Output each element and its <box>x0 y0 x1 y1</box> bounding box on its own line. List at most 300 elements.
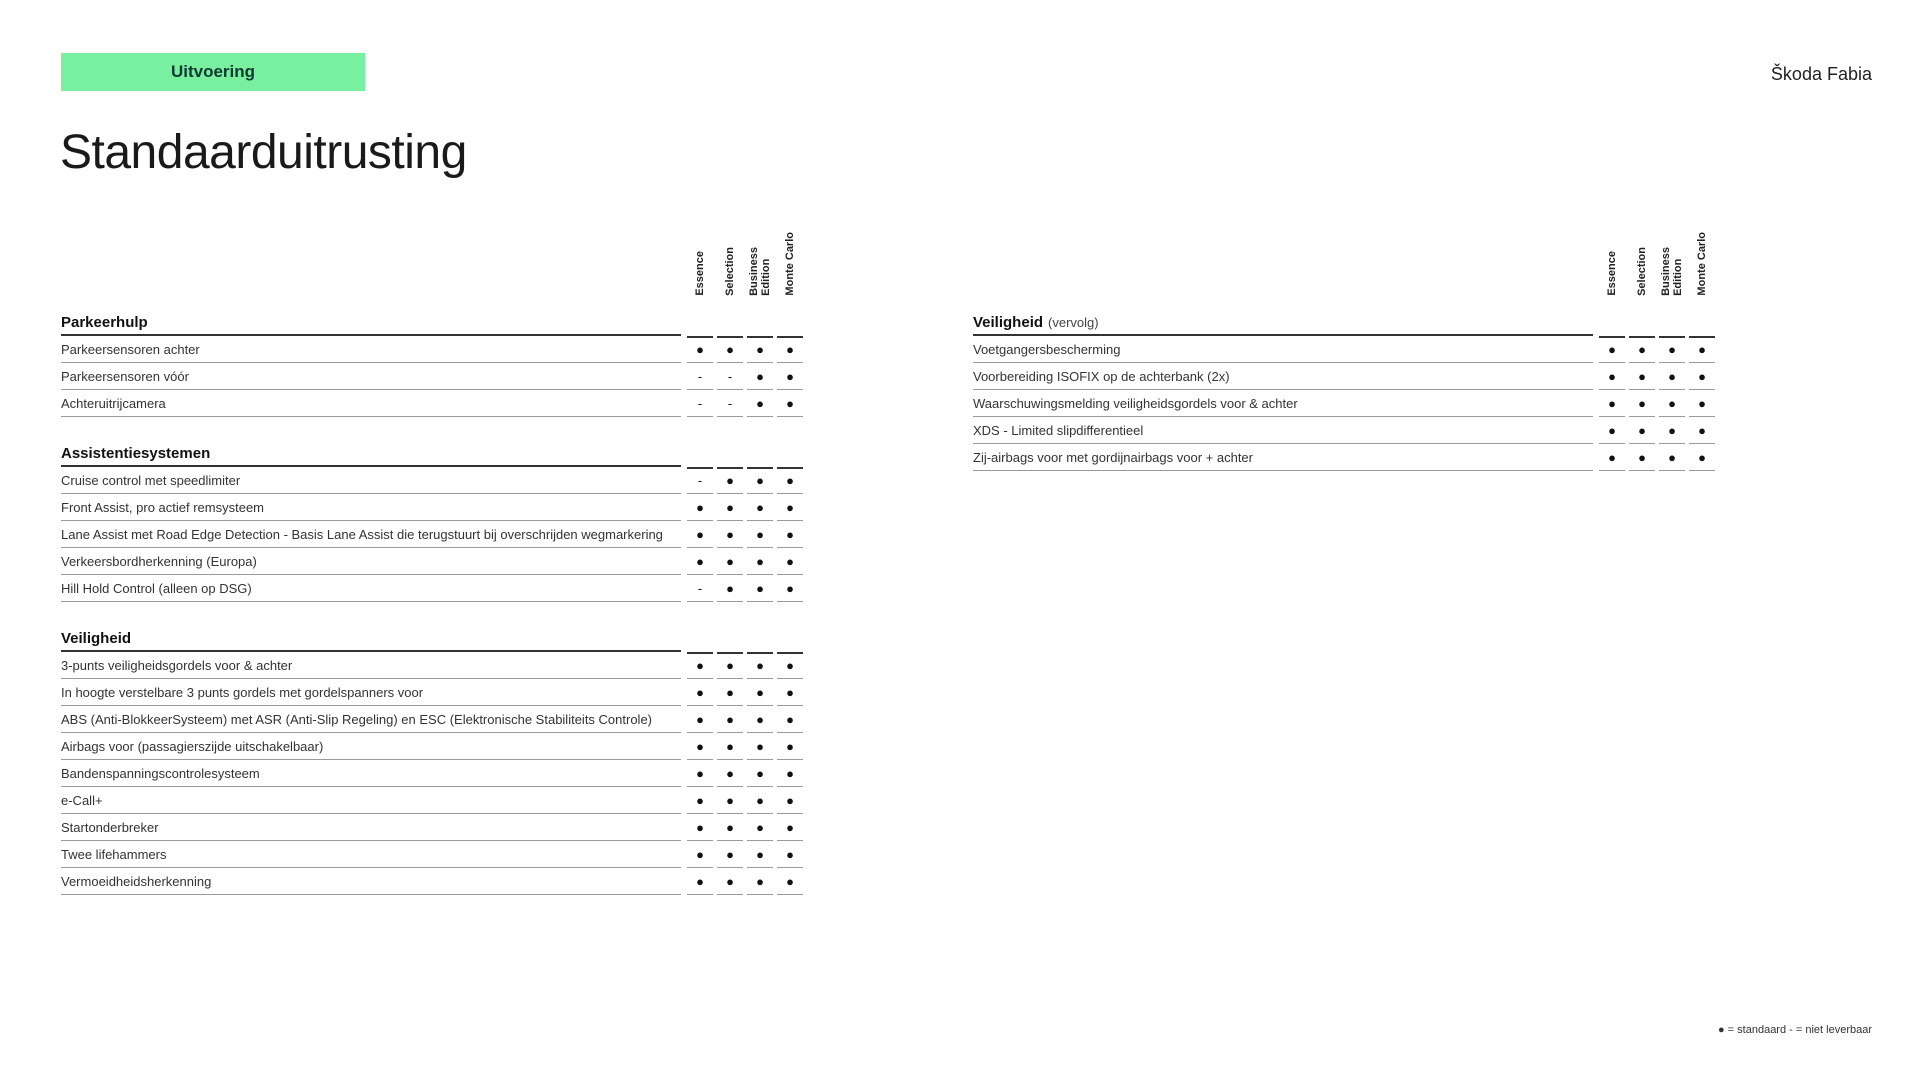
table-row <box>61 679 805 706</box>
availability-cell <box>775 652 805 679</box>
availability-mark: ● <box>747 706 773 733</box>
trim-header-label: Essence <box>1606 251 1618 296</box>
availability-mark: ● <box>777 841 803 868</box>
availability-mark: ● <box>777 390 803 417</box>
availability-mark: ● <box>777 868 803 895</box>
availability-mark: ● <box>747 390 773 417</box>
availability-mark: ● <box>1629 363 1655 390</box>
row-label-cell <box>973 444 1597 471</box>
table-row <box>61 868 805 895</box>
section-rule <box>687 626 713 654</box>
table-row <box>61 363 805 390</box>
row-label: Airbags voor (passagierszijde uitschakelbaar) <box>61 733 681 760</box>
equipment-section <box>61 441 805 602</box>
section-rule-cell <box>685 441 715 467</box>
availability-cell <box>745 521 775 548</box>
availability-mark: ● <box>1689 444 1715 471</box>
trim-header-label: Monte Carlo <box>784 232 796 296</box>
section-title: Veiligheid <box>973 313 1044 331</box>
availability-cell <box>715 814 745 841</box>
availability-mark: ● <box>747 868 773 895</box>
availability-cell <box>715 336 745 363</box>
availability-cell <box>1657 417 1687 444</box>
availability-cell <box>775 575 805 602</box>
availability-mark: ● <box>687 787 713 814</box>
availability-mark: ● <box>1689 336 1715 363</box>
row-label-cell <box>61 467 685 494</box>
section-rule <box>687 441 713 469</box>
row-label: Parkeersensoren achter <box>61 336 681 363</box>
availability-mark: ● <box>1659 444 1685 471</box>
availability-mark: ● <box>687 652 713 679</box>
availability-mark: ● <box>777 733 803 760</box>
availability-cell <box>715 760 745 787</box>
availability-mark: ● <box>747 575 773 602</box>
availability-cell <box>685 467 715 494</box>
row-label-cell <box>973 390 1597 417</box>
availability-cell <box>685 787 715 814</box>
availability-cell <box>775 494 805 521</box>
availability-mark: ● <box>1689 390 1715 417</box>
availability-mark: ● <box>747 494 773 521</box>
availability-mark: ● <box>777 548 803 575</box>
table-row <box>973 363 1717 390</box>
table-row <box>61 787 805 814</box>
availability-cell <box>715 868 745 895</box>
availability-cell <box>775 363 805 390</box>
availability-mark: ● <box>687 548 713 575</box>
availability-mark: - <box>687 390 713 417</box>
section-rule-cell <box>715 310 745 336</box>
availability-mark: ● <box>687 521 713 548</box>
availability-cell <box>745 467 775 494</box>
table-row <box>973 417 1717 444</box>
section-header <box>61 626 805 652</box>
availability-mark: ● <box>747 679 773 706</box>
availability-mark: ● <box>777 814 803 841</box>
table-row <box>973 336 1717 363</box>
section-rule <box>1629 310 1655 338</box>
section-rule <box>747 626 773 654</box>
availability-cell <box>745 760 775 787</box>
availability-mark: ● <box>717 760 743 787</box>
availability-mark: ● <box>777 760 803 787</box>
section-header-inner <box>61 626 681 652</box>
availability-cell <box>775 521 805 548</box>
trim-header <box>1687 220 1717 296</box>
availability-mark: ● <box>687 841 713 868</box>
trim-header-label: Essence <box>694 251 706 296</box>
availability-mark: ● <box>777 575 803 602</box>
availability-mark: ● <box>747 336 773 363</box>
availability-mark: - <box>687 467 713 494</box>
row-label: Startonderbreker <box>61 814 681 841</box>
section-rule-cell <box>1687 310 1717 336</box>
table-row <box>61 494 805 521</box>
availability-mark: ● <box>747 814 773 841</box>
availability-mark: ● <box>717 336 743 363</box>
table-row <box>61 467 805 494</box>
availability-cell <box>745 575 775 602</box>
availability-cell <box>715 390 745 417</box>
availability-mark: ● <box>717 548 743 575</box>
availability-cell <box>715 679 745 706</box>
availability-cell <box>775 868 805 895</box>
availability-mark: ● <box>687 814 713 841</box>
section-rule-cell <box>745 441 775 467</box>
availability-cell <box>685 494 715 521</box>
trim-header-label: Business Edition <box>1660 247 1684 296</box>
row-label-cell <box>61 841 685 868</box>
availability-mark: - <box>687 575 713 602</box>
section-rule <box>777 626 803 654</box>
availability-mark: ● <box>717 814 743 841</box>
row-label-cell <box>61 521 685 548</box>
row-label-cell <box>61 814 685 841</box>
availability-mark: ● <box>1599 390 1625 417</box>
table-row <box>61 652 805 679</box>
section-header <box>61 441 805 467</box>
availability-cell <box>775 679 805 706</box>
section-header-cell <box>61 310 685 336</box>
availability-cell <box>715 575 745 602</box>
row-label: Vermoeidheidsherkenning <box>61 868 681 895</box>
row-label-cell <box>973 336 1597 363</box>
row-label: Verkeersbordherkenning (Europa) <box>61 548 681 575</box>
availability-cell <box>685 548 715 575</box>
sections-left <box>61 310 805 895</box>
brand-label: Škoda Fabia <box>1770 64 1872 84</box>
availability-cell <box>1597 390 1627 417</box>
availability-mark: ● <box>717 679 743 706</box>
section-suffix: (vervolg) <box>1048 314 1099 330</box>
availability-cell <box>745 787 775 814</box>
section-rule-cell <box>1627 310 1657 336</box>
availability-mark: ● <box>687 733 713 760</box>
row-label-cell <box>61 336 685 363</box>
section-rule-cell <box>685 626 715 652</box>
availability-mark: ● <box>777 467 803 494</box>
row-label-cell <box>61 679 685 706</box>
availability-mark: ● <box>747 467 773 494</box>
availability-mark: ● <box>1599 363 1625 390</box>
availability-cell <box>745 814 775 841</box>
availability-cell <box>685 760 715 787</box>
availability-cell <box>775 841 805 868</box>
availability-cell <box>715 706 745 733</box>
row-label: Zij-airbags voor met gordijnairbags voor + achter <box>973 444 1593 471</box>
section-rule-cell <box>1597 310 1627 336</box>
availability-mark: ● <box>1629 336 1655 363</box>
availability-mark: ● <box>1629 417 1655 444</box>
availability-cell <box>1597 417 1627 444</box>
table-row <box>973 390 1717 417</box>
section-rule-cell <box>1657 310 1687 336</box>
section-rule <box>717 626 743 654</box>
row-label: Voorbereiding ISOFIX op de achterbank (2x) <box>973 363 1593 390</box>
section-rule <box>777 441 803 469</box>
availability-cell <box>1657 336 1687 363</box>
page-title: Standaarduitrusting <box>60 126 467 179</box>
availability-cell <box>715 787 745 814</box>
section-rule <box>1599 310 1625 338</box>
availability-mark: ● <box>717 652 743 679</box>
trim-header-label: Monte Carlo <box>1696 232 1708 296</box>
availability-mark: ● <box>1659 417 1685 444</box>
section-title: Assistentiesystemen <box>61 444 211 462</box>
availability-cell <box>1597 336 1627 363</box>
table-row <box>61 390 805 417</box>
availability-cell <box>1687 390 1717 417</box>
availability-cell <box>745 494 775 521</box>
row-label: Hill Hold Control (alleen op DSG) <box>61 575 681 602</box>
row-label-cell <box>973 363 1597 390</box>
availability-cell <box>715 467 745 494</box>
availability-mark: ● <box>1689 363 1715 390</box>
trim-header <box>685 220 715 296</box>
row-label: ABS (Anti-BlokkeerSysteem) met ASR (Anti-Slip Regeling) en ESC (Elektronische Stabiliteits Controle) <box>61 706 681 733</box>
trim-headers-right <box>1597 220 1717 296</box>
availability-mark: ● <box>1599 444 1625 471</box>
availability-mark: ● <box>717 521 743 548</box>
section-header <box>973 310 1717 336</box>
availability-cell <box>715 548 745 575</box>
section-rule <box>717 310 743 338</box>
trim-header <box>775 220 805 296</box>
row-label: Voetgangersbescherming <box>973 336 1593 363</box>
section-header-inner <box>973 310 1593 336</box>
availability-mark: ● <box>747 521 773 548</box>
row-label: Bandenspanningscontrolesysteem <box>61 760 681 787</box>
availability-cell <box>775 336 805 363</box>
availability-cell <box>775 787 805 814</box>
availability-cell <box>745 363 775 390</box>
availability-mark: - <box>687 363 713 390</box>
availability-cell <box>685 679 715 706</box>
availability-mark: ● <box>717 575 743 602</box>
availability-cell <box>1657 444 1687 471</box>
row-label: Achteruitrijcamera <box>61 390 681 417</box>
availability-mark: ● <box>777 363 803 390</box>
availability-cell <box>715 521 745 548</box>
availability-mark: ● <box>717 841 743 868</box>
table-row <box>61 521 805 548</box>
availability-cell <box>1687 417 1717 444</box>
row-label-cell <box>61 494 685 521</box>
section-title: Veiligheid <box>61 629 132 647</box>
equipment-table-right <box>973 220 1717 495</box>
availability-cell <box>715 363 745 390</box>
row-label-cell <box>973 417 1597 444</box>
row-label-cell <box>61 787 685 814</box>
availability-cell <box>1627 444 1657 471</box>
availability-cell <box>685 841 715 868</box>
availability-mark: ● <box>747 841 773 868</box>
availability-mark: ● <box>747 363 773 390</box>
row-label: 3-punts veiligheidsgordels voor & achter <box>61 652 681 679</box>
section-header-cell <box>973 310 1597 336</box>
availability-cell <box>685 363 715 390</box>
availability-cell <box>775 706 805 733</box>
availability-cell <box>685 814 715 841</box>
equipment-section <box>973 310 1717 471</box>
section-rule-cell <box>775 310 805 336</box>
availability-cell <box>745 841 775 868</box>
trim-header-label: Selection <box>1636 247 1648 296</box>
section-rule <box>1659 310 1685 338</box>
availability-mark: ● <box>747 760 773 787</box>
availability-cell <box>775 814 805 841</box>
availability-mark: ● <box>717 706 743 733</box>
availability-cell <box>685 390 715 417</box>
section-badge: Uitvoering <box>61 53 365 91</box>
trim-header <box>1597 220 1627 296</box>
section-rule-cell <box>685 310 715 336</box>
availability-cell <box>745 706 775 733</box>
section-rule <box>687 310 713 338</box>
availability-mark: - <box>717 363 743 390</box>
availability-cell <box>1627 390 1657 417</box>
availability-mark: ● <box>747 787 773 814</box>
row-label: Cruise control met speedlimiter <box>61 467 681 494</box>
availability-cell <box>1687 336 1717 363</box>
availability-cell <box>715 652 745 679</box>
legend-footnote: ● = standaard - = niet leverbaar <box>1717 1024 1872 1036</box>
section-rule <box>777 310 803 338</box>
table-row <box>61 548 805 575</box>
availability-cell <box>1687 444 1717 471</box>
row-label: Waarschuwingsmelding veiligheidsgordels voor & achter <box>973 390 1593 417</box>
section-rule <box>1689 310 1715 338</box>
availability-cell <box>1627 417 1657 444</box>
availability-cell <box>1597 444 1627 471</box>
table-row <box>61 841 805 868</box>
row-label: Front Assist, pro actief remsysteem <box>61 494 681 521</box>
availability-cell <box>1627 363 1657 390</box>
section-rule-cell <box>745 626 775 652</box>
availability-mark: ● <box>777 336 803 363</box>
availability-mark: ● <box>717 787 743 814</box>
availability-cell <box>775 733 805 760</box>
section-header-inner <box>61 310 681 336</box>
row-label: In hoogte verstelbare 3 punts gordels met gordelspanners voor <box>61 679 681 706</box>
table-row <box>61 760 805 787</box>
availability-mark: ● <box>777 679 803 706</box>
section-rule-cell <box>775 441 805 467</box>
availability-cell <box>745 652 775 679</box>
availability-cell <box>1657 390 1687 417</box>
availability-mark: ● <box>687 336 713 363</box>
availability-mark: ● <box>717 733 743 760</box>
row-label: Parkeersensoren vóór <box>61 363 681 390</box>
section-header-inner <box>61 441 681 467</box>
table-row <box>61 814 805 841</box>
section-rule <box>747 441 773 469</box>
availability-mark: ● <box>777 652 803 679</box>
availability-cell <box>745 390 775 417</box>
availability-cell <box>715 841 745 868</box>
availability-mark: ● <box>717 467 743 494</box>
trim-header-label: Business Edition <box>748 247 772 296</box>
section-title: Parkeerhulp <box>61 313 148 331</box>
equipment-section <box>61 310 805 417</box>
row-label: XDS - Limited slipdifferentieel <box>973 417 1593 444</box>
availability-mark: ● <box>1629 444 1655 471</box>
availability-cell <box>775 548 805 575</box>
availability-mark: ● <box>1689 417 1715 444</box>
row-label-cell <box>61 652 685 679</box>
row-label-cell <box>61 363 685 390</box>
availability-cell <box>775 467 805 494</box>
availability-mark: ● <box>717 868 743 895</box>
availability-mark: ● <box>687 679 713 706</box>
availability-mark: ● <box>1629 390 1655 417</box>
row-label-cell <box>61 548 685 575</box>
availability-cell <box>745 868 775 895</box>
availability-mark: ● <box>1599 417 1625 444</box>
availability-mark: ● <box>747 733 773 760</box>
availability-cell <box>1687 363 1717 390</box>
availability-mark: ● <box>1659 390 1685 417</box>
row-label: e-Call+ <box>61 787 681 814</box>
trim-header <box>745 220 775 296</box>
availability-cell <box>685 706 715 733</box>
row-label-cell <box>61 760 685 787</box>
availability-mark: ● <box>687 760 713 787</box>
section-rule <box>747 310 773 338</box>
availability-mark: ● <box>687 868 713 895</box>
availability-mark: ● <box>777 706 803 733</box>
section-rule-cell <box>745 310 775 336</box>
trim-header <box>715 220 745 296</box>
section-rule <box>717 441 743 469</box>
table-row <box>973 444 1717 471</box>
trim-headers-left <box>685 220 805 296</box>
section-rule-cell <box>715 441 745 467</box>
availability-cell <box>715 733 745 760</box>
availability-cell <box>685 575 715 602</box>
availability-mark: ● <box>717 494 743 521</box>
section-header-cell <box>61 626 685 652</box>
trim-header <box>1627 220 1657 296</box>
availability-cell <box>1627 336 1657 363</box>
row-label: Twee lifehammers <box>61 841 681 868</box>
trim-header-label: Selection <box>724 247 736 296</box>
availability-cell <box>775 390 805 417</box>
availability-cell <box>745 679 775 706</box>
availability-mark: ● <box>747 548 773 575</box>
availability-cell <box>1657 363 1687 390</box>
table-row <box>61 706 805 733</box>
availability-cell <box>685 521 715 548</box>
section-rule-cell <box>775 626 805 652</box>
section-header <box>61 310 805 336</box>
equipment-section <box>61 626 805 895</box>
availability-cell <box>685 868 715 895</box>
availability-mark: ● <box>777 521 803 548</box>
availability-cell <box>685 652 715 679</box>
row-label-cell <box>61 390 685 417</box>
trim-header <box>1657 220 1687 296</box>
availability-cell <box>715 494 745 521</box>
row-label-cell <box>61 575 685 602</box>
availability-mark: ● <box>777 494 803 521</box>
availability-mark: ● <box>687 494 713 521</box>
row-label-cell <box>61 868 685 895</box>
availability-cell <box>745 336 775 363</box>
row-label: Lane Assist met Road Edge Detection - Basis Lane Assist die terugstuurt bij overschrijden wegmarkering <box>61 521 681 548</box>
availability-cell <box>745 548 775 575</box>
